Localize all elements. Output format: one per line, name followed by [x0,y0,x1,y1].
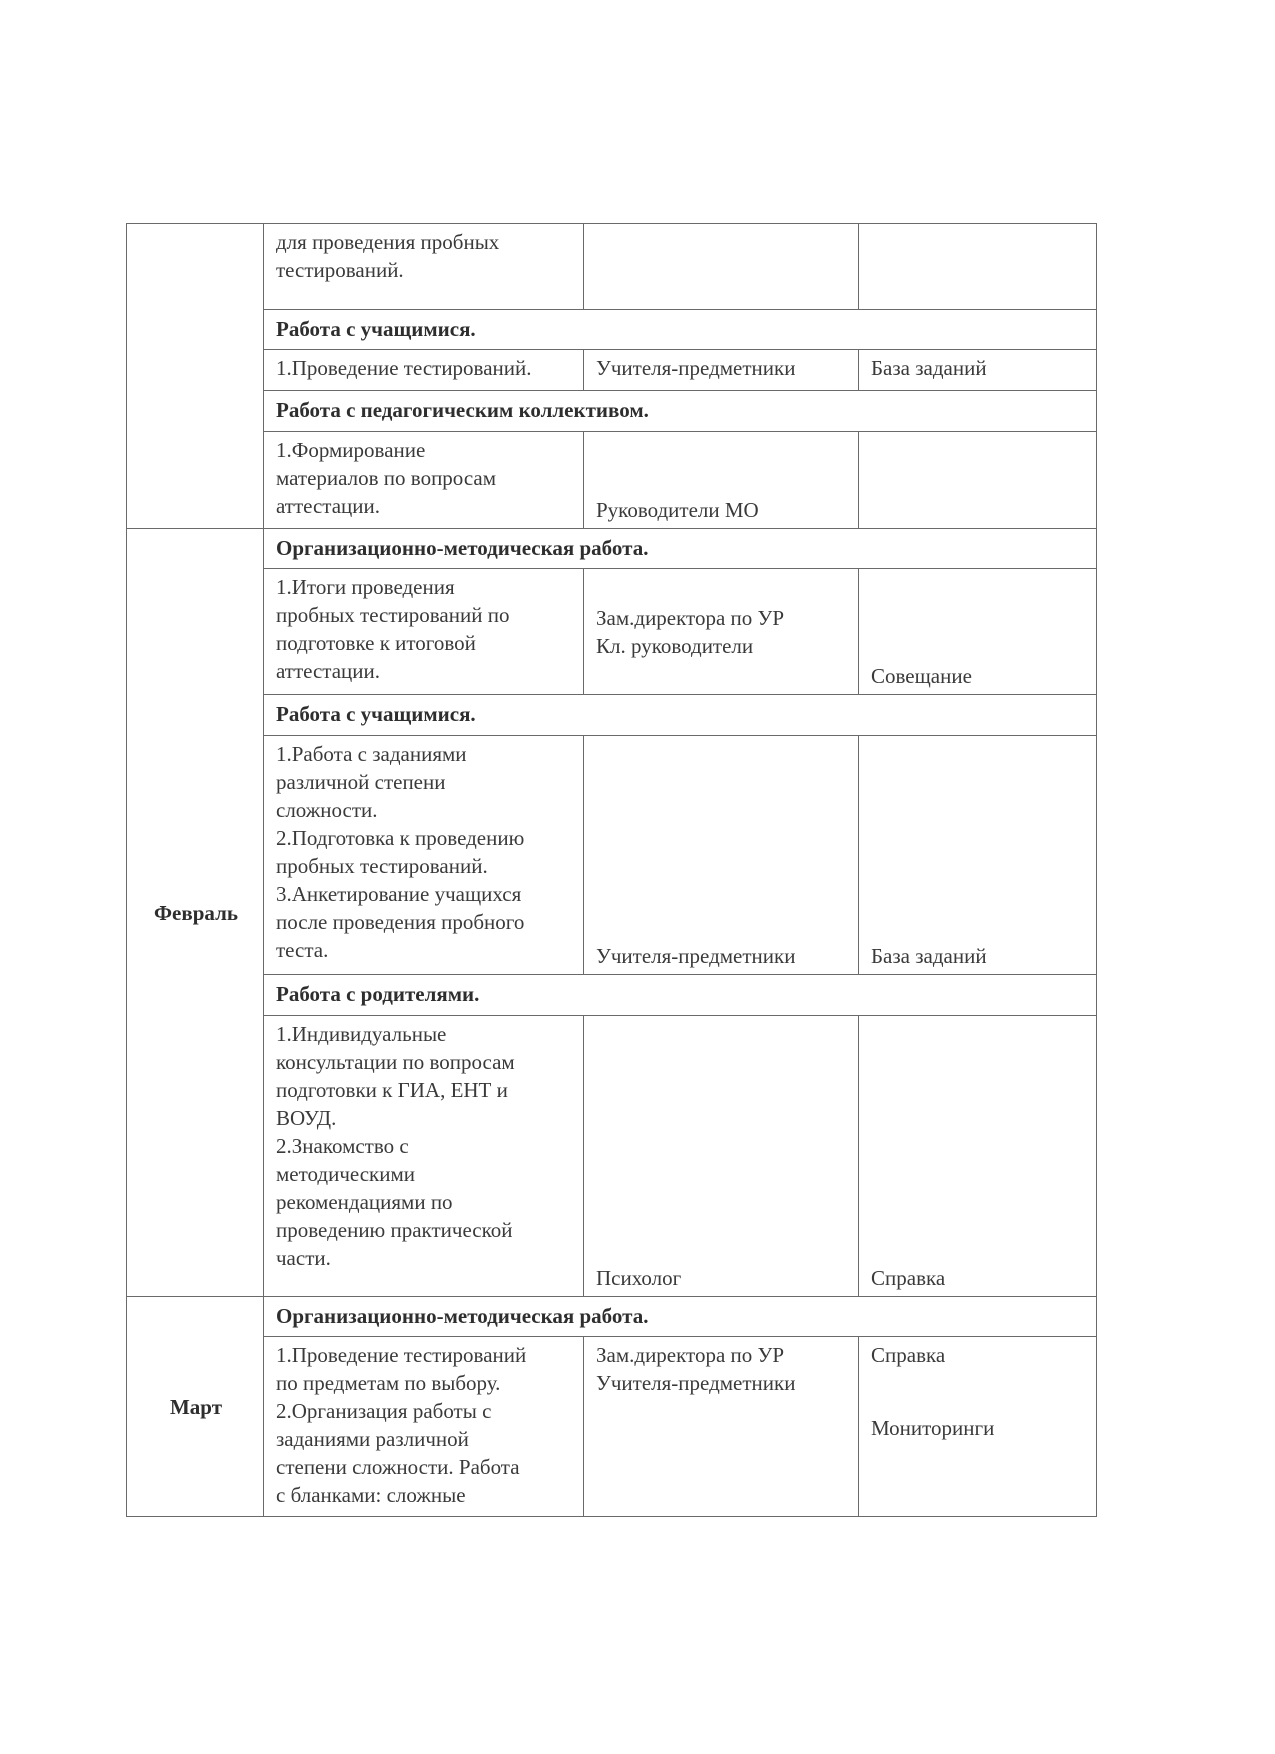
section-row [127,529,1097,569]
activity-line: с бланками: сложные [276,1483,466,1507]
activity-line: заданиями различной [276,1427,469,1451]
spacer [871,1369,1086,1414]
form-cell: База заданий [859,350,1097,391]
section-heading: Работа с педагогическим коллективом. [264,391,1097,432]
activity-line: 1.Индивидуальные [276,1022,447,1046]
activity-cell [264,569,584,695]
table-row [127,736,1097,975]
section-heading: Работа с учащимися. [264,695,1097,736]
activity-cell [264,1337,584,1517]
activity-line: проведению практической [276,1218,513,1242]
activity-cell [264,736,584,975]
section-row [127,1297,1097,1337]
form-cell: Справка [859,1016,1097,1297]
table-row [127,1337,1097,1517]
section-row [127,975,1097,1016]
activity-line: 3.Анкетирование учащихся [276,882,522,906]
activity-line: различной степени [276,770,446,794]
section-heading: Организационно-методическая работа. [264,1297,1097,1337]
activity-cell [264,1016,584,1297]
activity-line: 1.Формирование [276,438,426,462]
activity-line: рекомендациями по [276,1190,453,1214]
section-heading: Организационно-методическая работа. [264,529,1097,569]
responsible-cell [584,224,859,310]
form-line: Справка [871,1343,946,1367]
activity-line: аттестации. [276,494,381,518]
responsible-line: Зам.директора по УР [596,1343,785,1367]
table-row [127,224,1097,310]
activity-cell [264,224,584,310]
activity-line: аттестации. [276,659,381,683]
responsible-cell: Учителя-предметники [584,350,859,391]
table-row [127,350,1097,391]
activity-line: после проведения пробного [276,910,525,934]
responsible-line: Учителя-предметники [596,1371,796,1395]
month-march: Март [127,1297,264,1517]
responsible-cell: Руководители МО [584,432,859,529]
activity-line: ВОУД. [276,1106,337,1130]
activity-line: подготовки к ГИА, ЕНТ и [276,1078,508,1102]
activity-line: 1.Работа с заданиями [276,742,467,766]
table-row [127,569,1097,695]
activity-line: методическими [276,1162,416,1186]
responsible-line: Зам.директора по УР [596,605,785,630]
table-row [127,1016,1097,1297]
activity-line: тестирований. [276,258,404,282]
section-row [127,310,1097,350]
month-cell-empty [127,224,264,529]
activity-line: для проведения пробных [276,230,500,254]
responsible-line: Кл. руководители [596,633,754,658]
activity-line: материалов по вопросам [276,466,497,490]
month-february: Февраль [127,529,264,1297]
section-heading: Работа с учащимися. [264,310,1097,350]
section-row [127,695,1097,736]
form-cell: Совещание [859,569,1097,695]
activity-line: степени сложности. Работа [276,1455,520,1479]
activity-line: 2.Организация работы с [276,1399,492,1423]
section-heading: Работа с родителями. [264,975,1097,1016]
responsible-cell [584,569,859,695]
section-row [127,391,1097,432]
form-cell: База заданий [859,736,1097,975]
activity-cell [264,432,584,529]
activity-line: 2.Подготовка к проведению [276,826,525,850]
form-cell [859,1337,1097,1517]
activity-line: консультации по вопросам [276,1050,515,1074]
responsible-cell [584,1337,859,1517]
table-row [127,432,1097,529]
activity-cell: 1.Проведение тестирований. [264,350,584,391]
plan-table [126,223,1097,1517]
form-cell [859,224,1097,310]
activity-line: сложности. [276,798,378,822]
activity-line: пробных тестирований. [276,854,488,878]
activity-line: пробных тестирований по [276,603,510,627]
responsible-cell: Учителя-предметники [584,736,859,975]
responsible-cell: Психолог [584,1016,859,1297]
activity-line: 1.Итоги проведения [276,575,455,599]
activity-line: части. [276,1246,331,1270]
activity-line: 1.Проведение тестирований [276,1343,527,1367]
activity-line: подготовке к итоговой [276,631,476,655]
form-line: Мониторинги [871,1416,995,1440]
activity-line: по предметам по выбору. [276,1371,501,1395]
activity-line: теста. [276,938,329,962]
activity-line: 2.Знакомство с [276,1134,409,1158]
form-cell [859,432,1097,529]
